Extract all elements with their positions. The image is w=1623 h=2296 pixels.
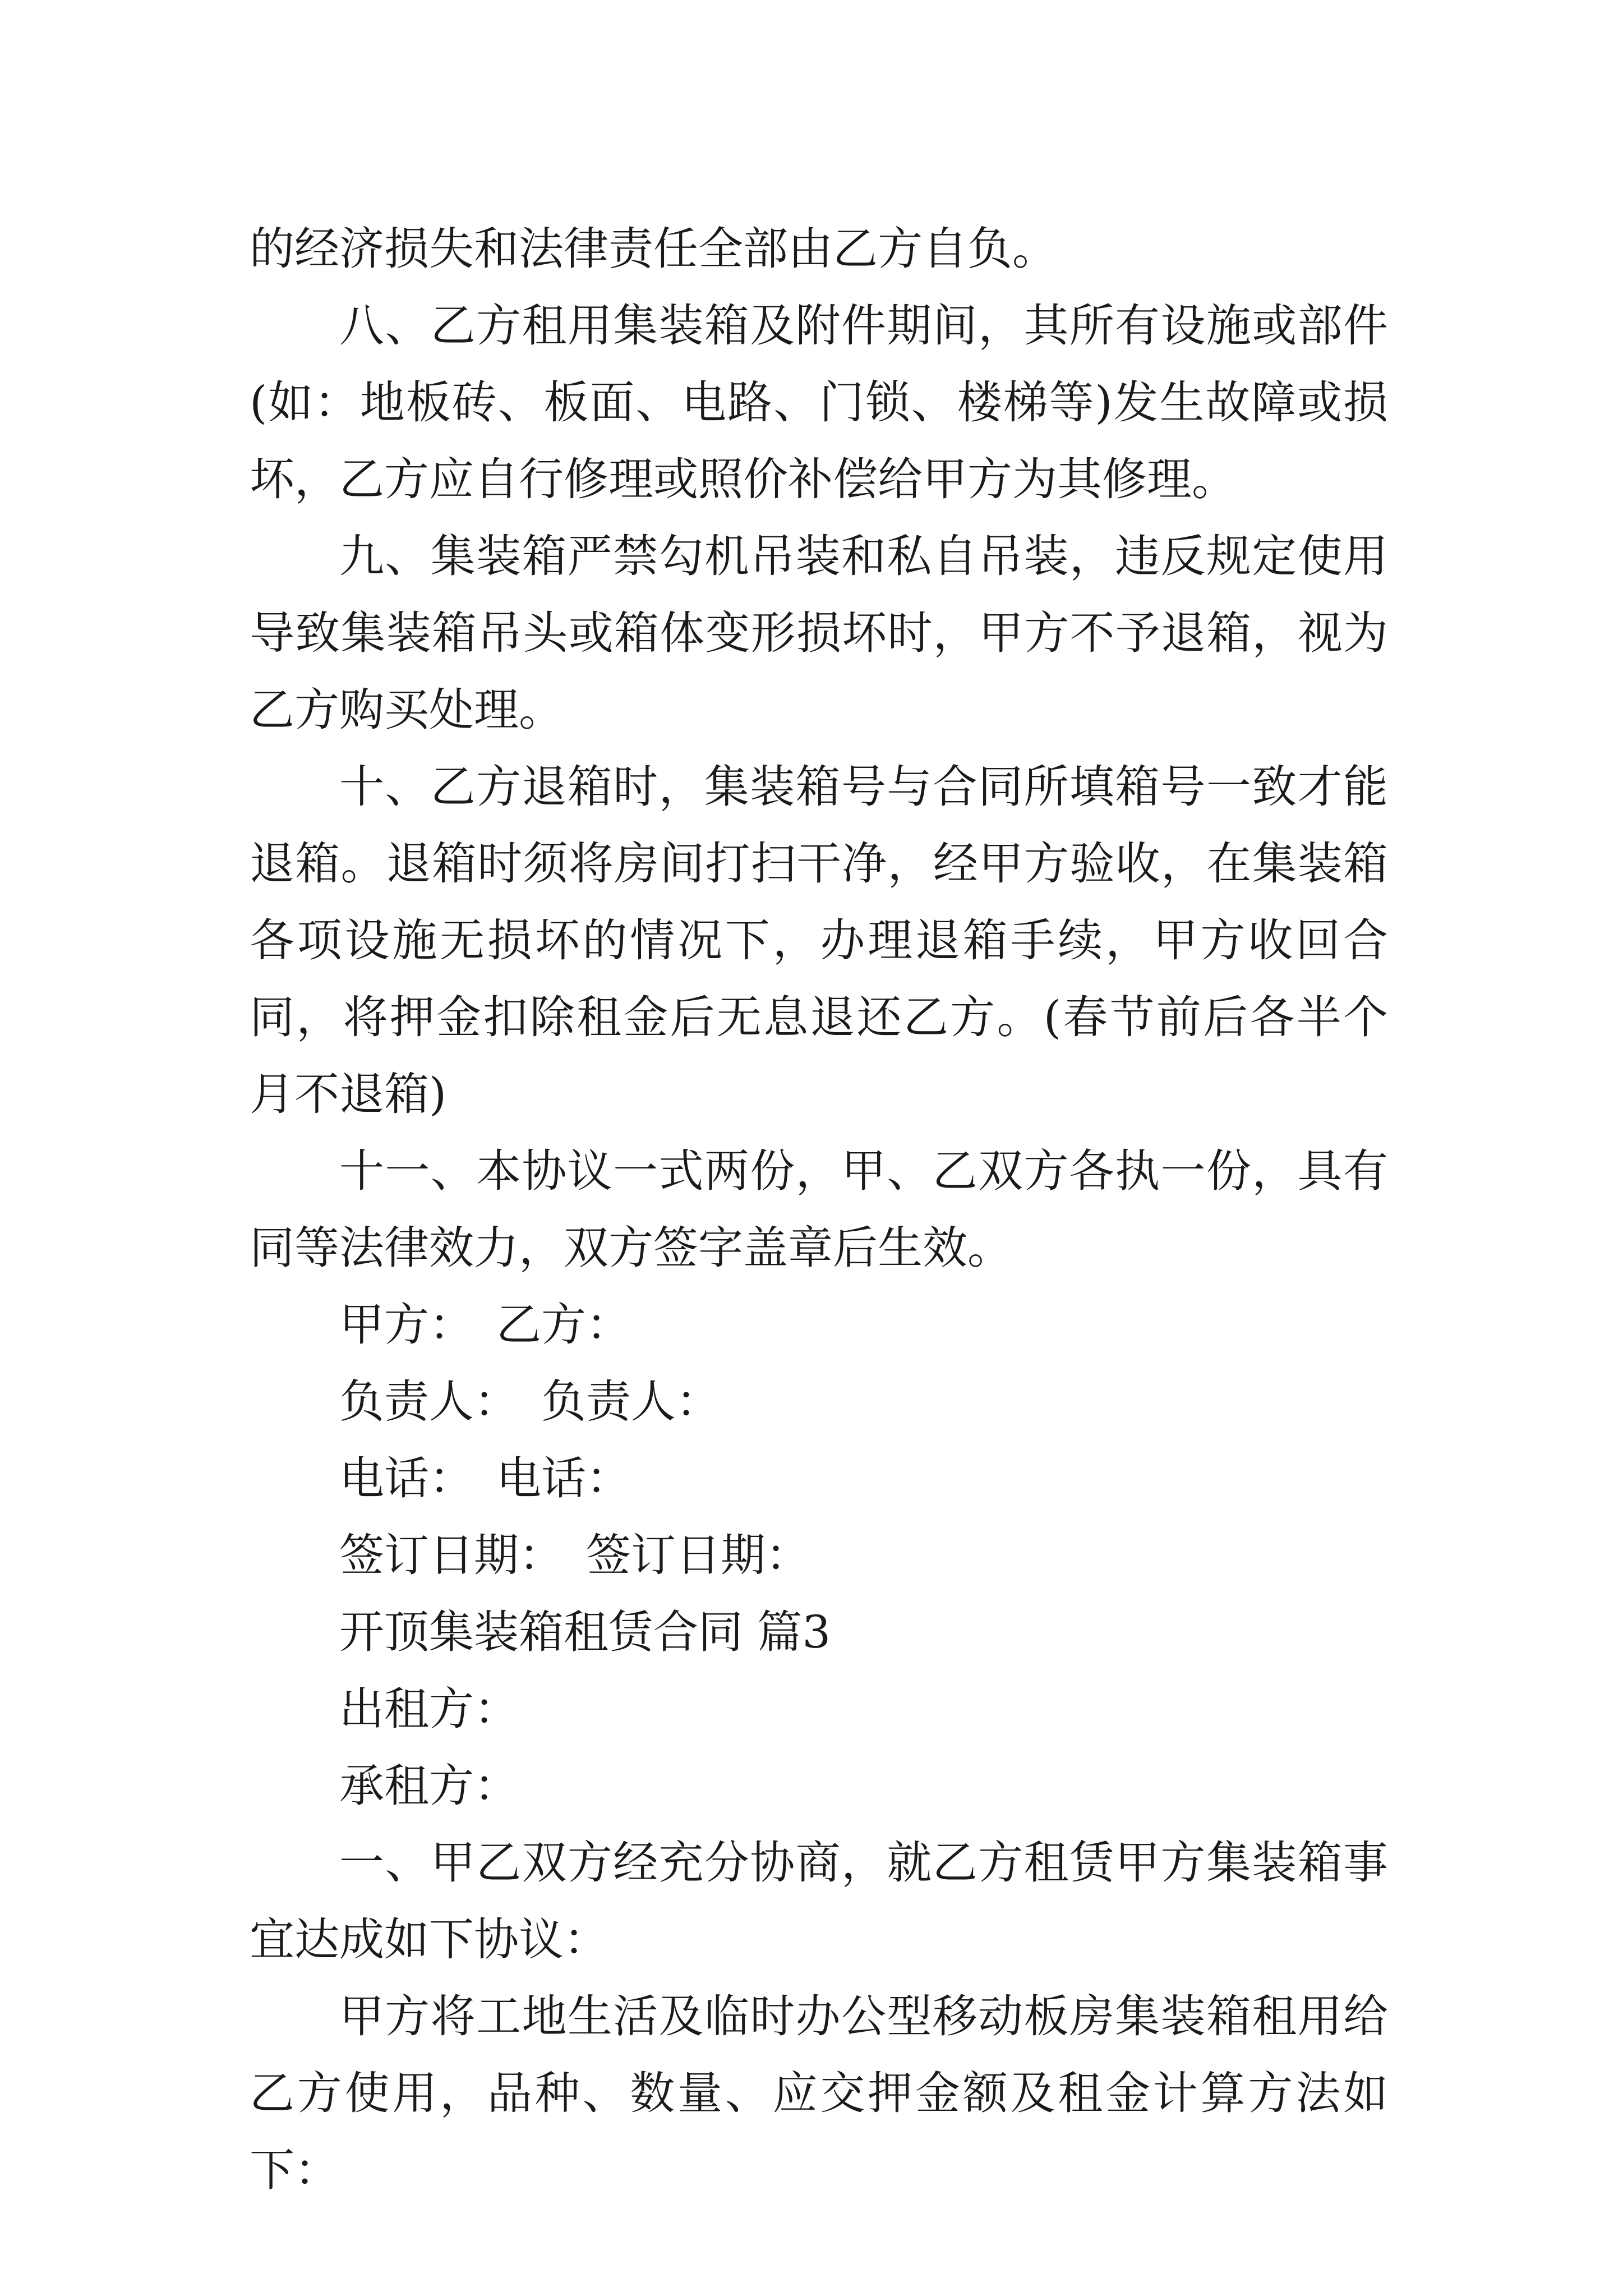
signature-line-party	[250, 1286, 1388, 1363]
signature-line-phone	[250, 1440, 1388, 1517]
paragraph-clause-8: 八、乙方租用集装箱及附件期间，其所有设施或部件(如：地板砖、板面、电路、门锁、楼梯等)发生故障或损坏，乙方应自行修理或照价补偿给甲方为其修理。	[250, 300, 1388, 505]
signature-line-responsible	[250, 1363, 1388, 1440]
document-body	[250, 210, 1388, 2208]
signature-line-date	[250, 1517, 1388, 1594]
signature-label-party-b: 乙方：	[496, 1299, 631, 1351]
paragraph-agreement-intro: 一、甲乙双方经充分协商，就乙方租赁甲方集装箱事宜达成如下协议：	[250, 1837, 1388, 1966]
signature-label-responsible-a: 负责人：	[339, 1375, 519, 1428]
signature-label-date-b: 签订日期：	[586, 1529, 810, 1581]
paragraph-clause-9: 九、集装箱严禁勾机吊装和私自吊装，违反规定使用导致集装箱吊头或箱体变形损坏时，甲方不予退箱，视为乙方购买处理。	[250, 530, 1388, 736]
signature-label-phone-b: 电话：	[496, 1452, 631, 1504]
paragraph-clause-10: 十、乙方退箱时，集装箱号与合同所填箱号一致才能退箱。退箱时须将房间打扫干净，经甲方验收，在集装箱各项设施无损坏的情况下，办理退箱手续，甲方收回合同，将押金扣除租金后无息退还乙方。(春节前后各半个月不退箱)	[250, 761, 1388, 1120]
signature-label-party-a: 甲方：	[339, 1299, 474, 1351]
party-lessee: 承租方：	[339, 1760, 519, 1812]
paragraph-liability-continuation: 的经济损失和法律责任全部由乙方自负。	[250, 223, 1057, 275]
paragraph-rental-terms: 甲方将工地生活及临时办公型移动板房集装箱租用给乙方使用，品种、数量、应交押金额及租金计算方法如下：	[250, 1990, 1388, 2196]
section-title: 开顶集装箱租赁合同 篇3	[339, 1606, 831, 1658]
paragraph-clause-11: 十一、本协议一式两份，甲、乙双方各执一份，具有同等法律效力，双方签字盖章后生效。	[250, 1145, 1388, 1274]
party-lessor: 出租方：	[339, 1683, 519, 1735]
signature-label-date-a: 签订日期：	[339, 1529, 564, 1581]
signature-label-phone-a: 电话：	[339, 1452, 474, 1504]
signature-label-responsible-b: 负责人：	[541, 1375, 721, 1428]
